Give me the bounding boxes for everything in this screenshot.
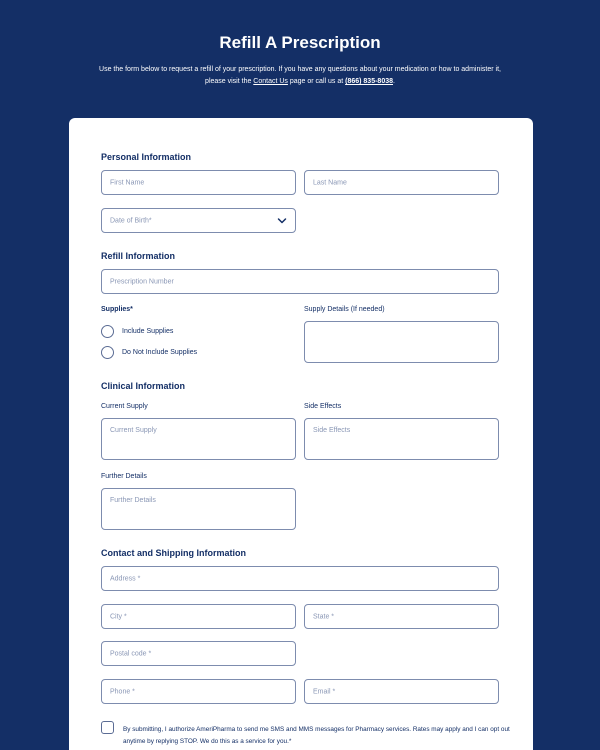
- sms-consent-checkbox[interactable]: [101, 721, 114, 734]
- chevron-down-icon: [277, 217, 287, 225]
- current-supply-placeholder: Current Supply: [110, 427, 157, 434]
- address-placeholder: Address *: [110, 575, 141, 582]
- section-title-personal: Personal Information: [101, 152, 192, 162]
- radio-label-exclude: Do Not Include Supplies: [122, 349, 198, 356]
- phone-input[interactable]: [101, 679, 296, 704]
- supply-details-textarea[interactable]: [304, 321, 499, 363]
- description-text: Use the form below to request a refill of your prescription. If you have any questions about your medication or how to administer it, please visit the: [99, 66, 501, 85]
- current-supply-label: Current Supply: [101, 403, 148, 410]
- side-effects-label: Side Effects: [304, 403, 342, 410]
- last-name-input[interactable]: [304, 170, 499, 195]
- prescription-number-input[interactable]: [101, 269, 499, 294]
- prescription-number-placeholder: Prescription Number: [110, 278, 174, 285]
- side-effects-placeholder: Side Effects: [313, 427, 351, 434]
- current-supply-textarea[interactable]: [101, 418, 296, 460]
- radio-label-include: Include Supplies: [122, 328, 174, 335]
- further-details-textarea[interactable]: [101, 488, 296, 530]
- description-text-2: page or call us at: [287, 78, 346, 85]
- state-input[interactable]: [304, 604, 499, 629]
- first-name-placeholder: First Name: [110, 179, 145, 186]
- city-placeholder: City *: [110, 613, 127, 620]
- postal-code-placeholder: Postal code *: [110, 650, 152, 657]
- email-placeholder: Email *: [313, 688, 336, 695]
- section-title-contact: Contact and Shipping Information: [101, 548, 246, 558]
- email-input[interactable]: [304, 679, 499, 704]
- last-name-placeholder: Last Name: [313, 179, 347, 186]
- section-title-clinical: Clinical Information: [101, 381, 186, 391]
- section-title-refill: Refill Information: [101, 251, 175, 261]
- date-of-birth-select[interactable]: [101, 208, 296, 233]
- further-details-label: Further Details: [101, 473, 147, 480]
- page-description: [95, 64, 505, 88]
- radio-exclude-supplies[interactable]: [101, 346, 281, 360]
- dob-placeholder: Date of Birth*: [110, 217, 152, 224]
- first-name-input[interactable]: [101, 170, 296, 195]
- radio-circle[interactable]: [101, 325, 114, 338]
- refill-form-card: [69, 118, 533, 750]
- phone-placeholder: Phone *: [110, 688, 135, 695]
- radio-circle[interactable]: [101, 346, 114, 359]
- city-input[interactable]: [101, 604, 296, 629]
- supply-details-label: Supply Details (If needed): [304, 306, 385, 313]
- address-input[interactable]: [101, 566, 499, 591]
- page-title: Refill A Prescription: [219, 33, 381, 52]
- radio-include-supplies[interactable]: [101, 325, 281, 339]
- further-details-placeholder: Further Details: [110, 497, 156, 504]
- description-end: .: [393, 78, 395, 85]
- sms-consent-text: By submitting, I authorize AmeriPharma to send me SMS and MMS messages for Pharmacy services. Rates may apply and I can opt out anytime by replying STOP. We do this as a service for you.*: [123, 726, 510, 745]
- postal-code-input[interactable]: [101, 641, 296, 666]
- side-effects-textarea[interactable]: [304, 418, 499, 460]
- phone-link[interactable]: (866) 835-8038: [345, 78, 393, 85]
- state-placeholder: State *: [313, 613, 335, 620]
- contact-us-link[interactable]: Contact Us: [253, 78, 288, 85]
- supplies-label: Supplies*: [101, 306, 133, 313]
